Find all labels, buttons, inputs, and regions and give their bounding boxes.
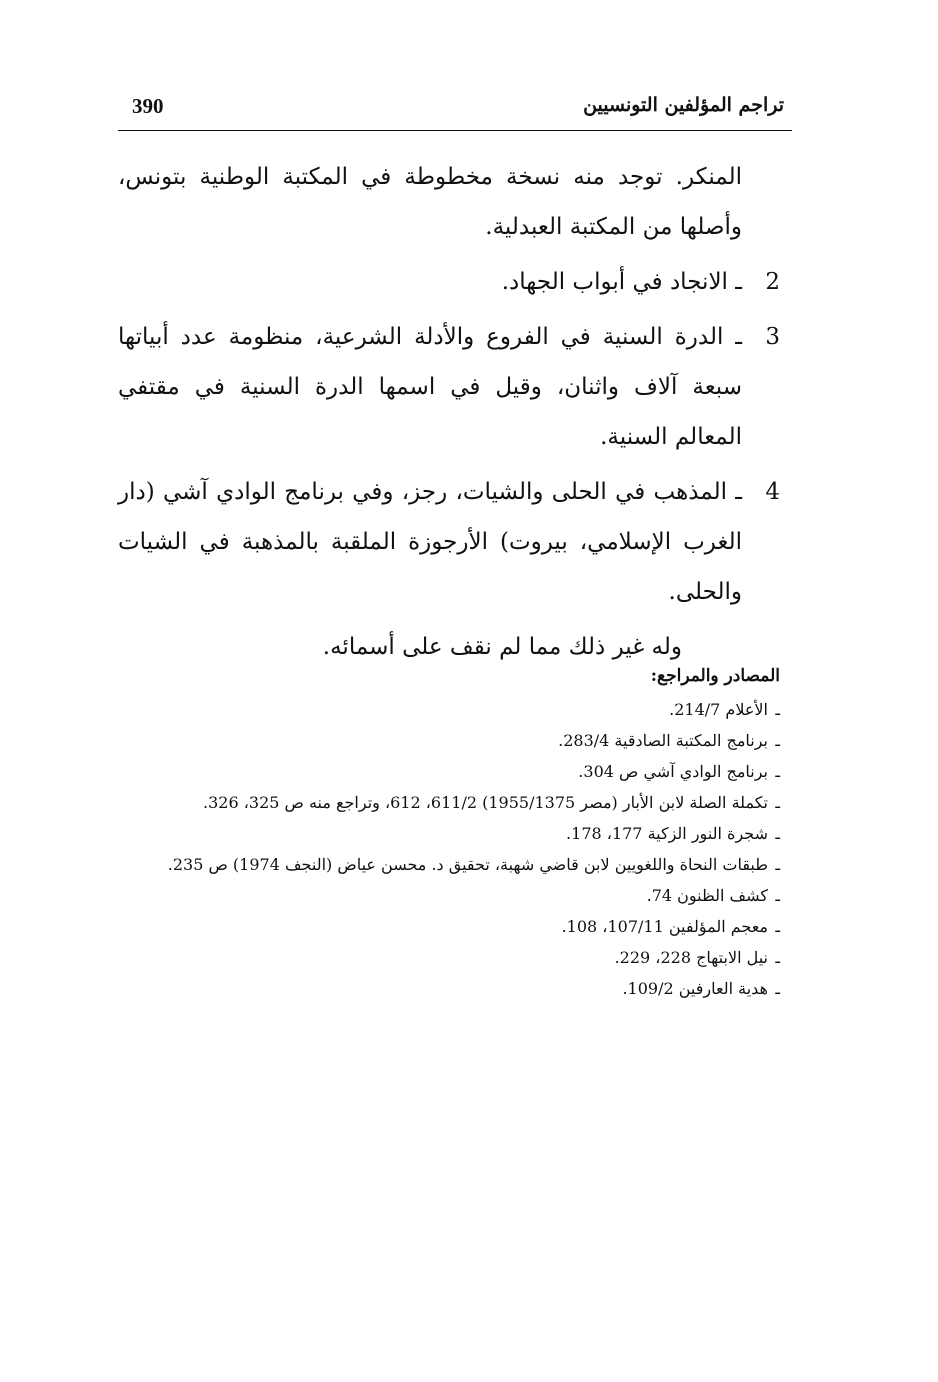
reference-item [118, 725, 780, 756]
references-title: المصادر والمراجع: [650, 666, 780, 686]
reference-text: معجم المؤلفين 107/11، 108. [561, 917, 768, 936]
work-item-4 [118, 467, 780, 617]
reference-dash: ـ [775, 886, 780, 905]
closing-sentence: وله غير ذلك مما لم نقف على أسمائه. [322, 634, 682, 660]
reference-text: شجرة النور الزكية 177، 178. [566, 824, 768, 843]
reference-text: برنامج المكتبة الصادقية 283/4. [558, 731, 768, 750]
reference-item [118, 787, 780, 818]
reference-dash: ـ [775, 948, 780, 967]
reference-dash: ـ [775, 979, 780, 998]
reference-item [118, 911, 780, 942]
main-text [118, 152, 780, 677]
page-header [118, 86, 792, 131]
work-item-2 [118, 257, 780, 307]
reference-text: تكملة الصلة لابن الأبار (مصر 1955/1375) 611/2، 612، وتراجع منه ص 325، 326. [203, 793, 768, 812]
reference-dash: ـ [775, 762, 780, 781]
reference-text: هدية العارفين 109/2. [622, 979, 768, 998]
reference-dash: ـ [775, 824, 780, 843]
item-text: ـ الدرة السنية في الفروع والأدلة الشرعية، منظومة عدد أبياتها سبعة آلاف واثنان، وقيل في اسمها الدرة السنية في مقتفي المعالم السنية. [118, 324, 742, 450]
references-section [118, 661, 780, 1004]
reference-item [118, 942, 780, 973]
running-title: تراجم المؤلفين التونسيين [583, 94, 784, 116]
work-item-3 [118, 312, 780, 462]
reference-text: الأعلام 214/7. [669, 700, 768, 719]
reference-item [118, 818, 780, 849]
page-number: 390 [132, 94, 164, 118]
reference-dash: ـ [775, 917, 780, 936]
reference-dash: ـ [775, 700, 780, 719]
item-number: 2 [765, 269, 780, 295]
reference-item [118, 880, 780, 911]
item-text: ـ المذهب في الحلى والشيات، رجز، وفي برنامج الوادي آشي (دار الغرب الإسلامي، بيروت) الأرجوزة الملقبة بالمذهبة في الشيات والحلى. [118, 479, 742, 605]
reference-text: كشف الظنون 74. [646, 886, 768, 905]
continuation-paragraph: المنكر. توجد منه نسخة مخطوطة في المكتبة الوطنية بتونس، وأصلها من المكتبة العبدلية. [118, 164, 742, 240]
reference-item [118, 849, 780, 880]
reference-item [118, 973, 780, 1004]
reference-item [118, 756, 780, 787]
item-number: 4 [765, 479, 780, 505]
reference-dash: ـ [775, 731, 780, 750]
reference-text: برنامج الوادي آشي ص 304. [578, 762, 768, 781]
item-number: 3 [765, 324, 780, 350]
reference-text: طبقات النحاة واللغويين لابن قاضي شهبة، تحقيق د. محسن عياض (النجف 1974) ص 235. [167, 855, 768, 874]
item-text: ـ الانجاد في أبواب الجهاد. [501, 269, 742, 295]
reference-text: نيل الابتهاج 228، 229. [614, 948, 768, 967]
reference-dash: ـ [775, 793, 780, 812]
reference-dash: ـ [775, 855, 780, 874]
reference-item [118, 694, 780, 725]
references-list [118, 694, 780, 1004]
